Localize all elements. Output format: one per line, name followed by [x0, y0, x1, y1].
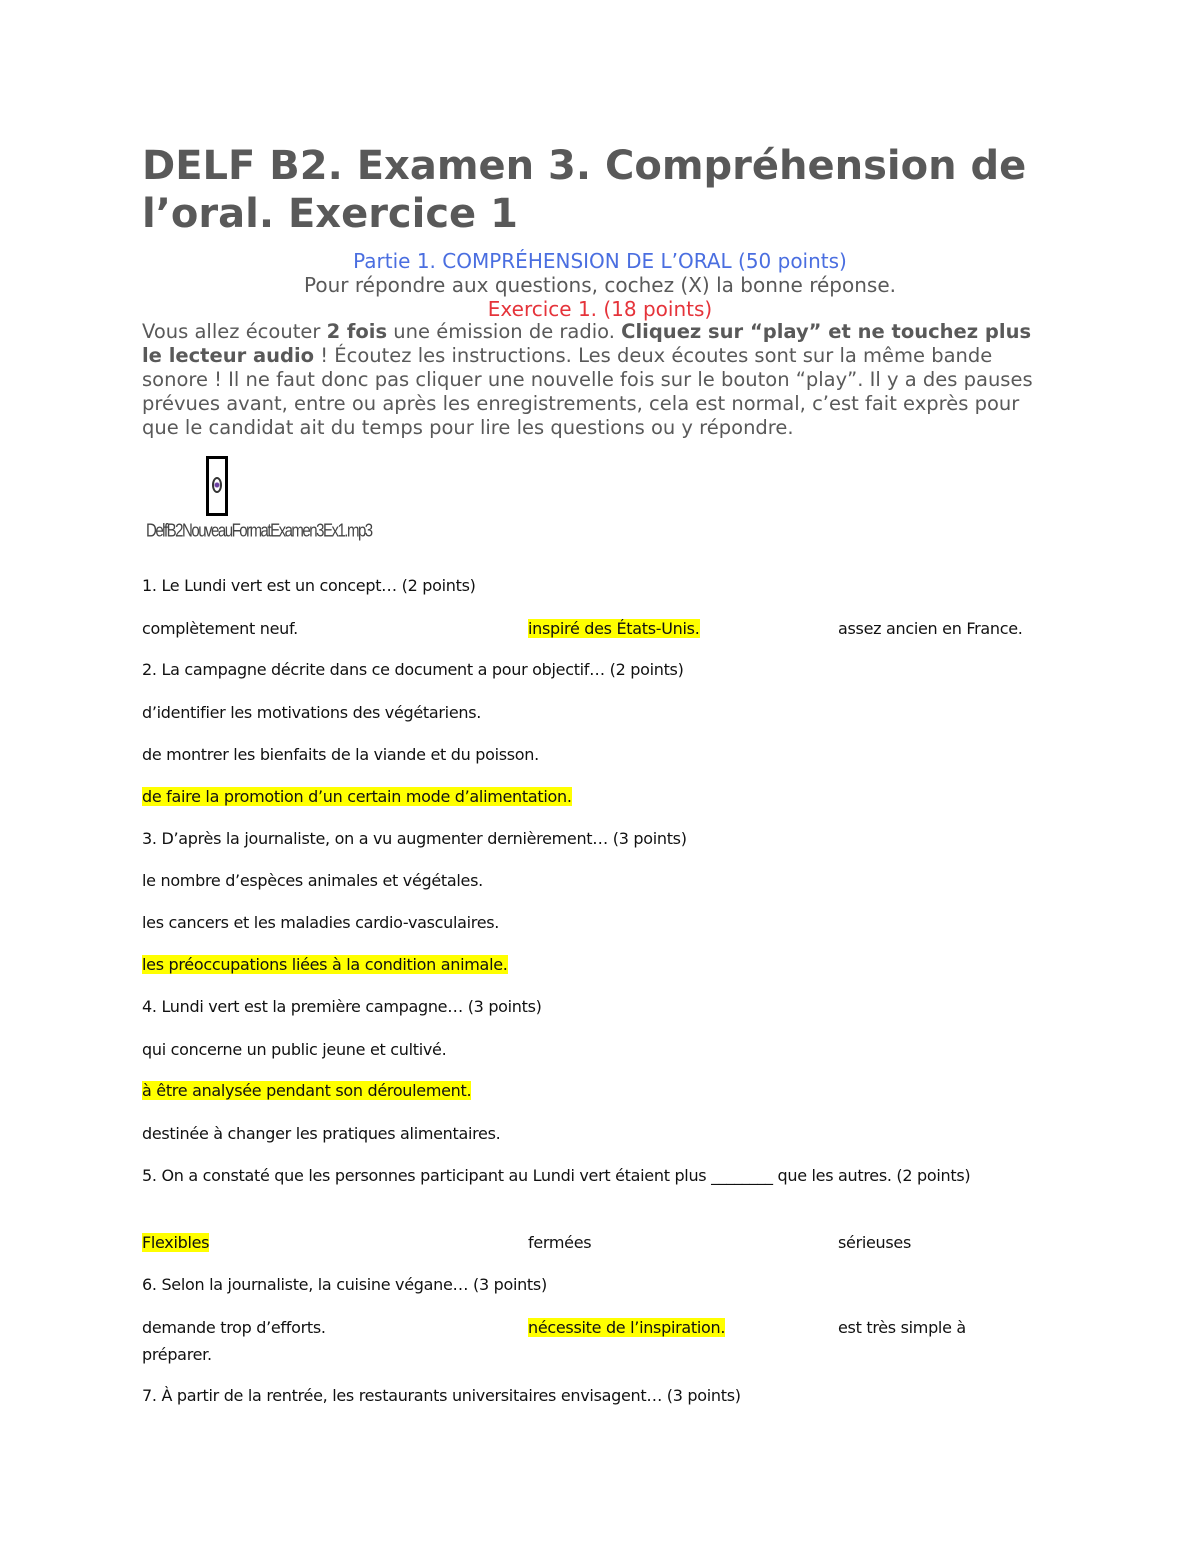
- q1-option-b-text[interactable]: inspiré des États-Unis.: [528, 619, 700, 638]
- q2-option-c-text[interactable]: de faire la promotion d’un certain mode d’alimentation.: [142, 787, 572, 806]
- q2-option-c: [142, 783, 572, 810]
- q4-option-b: [142, 1077, 471, 1104]
- q6-option-c-line2: préparer.: [142, 1345, 212, 1364]
- q6-option-c[interactable]: [838, 1314, 1008, 1341]
- q4-option-b-text[interactable]: à être analysée pendant son déroulement.: [142, 1081, 472, 1100]
- question-4: 4. Lundi vert est la première campagne… (3 points): [142, 997, 542, 1016]
- audio-disc-icon: [212, 477, 222, 493]
- question-3: 3. D’après la journaliste, on a vu augmenter dernièrement… (3 points): [142, 829, 687, 848]
- partie-heading: Partie 1. COMPRÉHENSION DE L’ORAL (50 points): [353, 249, 847, 273]
- exercise-heading: Exercice 1. (18 points): [487, 297, 713, 321]
- instructions-line: Pour répondre aux questions, cochez (X) la bonne réponse.: [304, 273, 896, 297]
- q3-option-a[interactable]: le nombre d’espèces animales et végétales.: [142, 871, 483, 890]
- audio-filename[interactable]: DelfB2NouveauFormatExamen3Ex1.mp3: [146, 520, 372, 542]
- q5-option-b[interactable]: fermées: [528, 1233, 592, 1252]
- intro-text-2: une émission de radio.: [387, 320, 622, 343]
- q1-option-b: [528, 615, 700, 642]
- question-7: 7. À partir de la rentrée, les restaurants universitaires envisagent… (3 points): [142, 1386, 741, 1405]
- page-title: DELF B2. Examen 3. Compréhension de l’oral. Exercice 1: [142, 143, 1027, 237]
- q4-option-a[interactable]: qui concerne un public jeune et cultivé.: [142, 1040, 447, 1059]
- q4-option-c[interactable]: destinée à changer les pratiques alimentaires.: [142, 1124, 501, 1143]
- q2-option-a[interactable]: d’identifier les motivations des végétariens.: [142, 703, 482, 722]
- q5-option-a: [142, 1229, 209, 1256]
- intro-bold-2: Cliquez sur “play” et ne touchez plus le lecteur audio: [142, 320, 1032, 367]
- intro-text-1: Vous allez écouter: [142, 320, 327, 343]
- q5-option-c[interactable]: sérieuses: [838, 1233, 912, 1252]
- q6-option-b: [528, 1314, 725, 1341]
- q5-option-a-text[interactable]: Flexibles: [142, 1233, 210, 1252]
- intro-paragraph: [142, 320, 1042, 440]
- intro-text-3: ! Écoutez les instructions. Les deux écoutes sont sur la même bande sonore ! Il ne faut donc pas cliquer une nouvelle fois sur le bouton “play”. Il y a des pauses prévues avant, entre ou après les enregistrements, cela est normal, c’est fait exprès pour que le candidat ait du temps pour lire les questions ou y répondre.: [142, 344, 1033, 439]
- question-2: 2. La campagne décrite dans ce document a pour objectif… (2 points): [142, 660, 684, 679]
- q6-option-c-line1: est très simple à: [838, 1318, 966, 1337]
- q3-option-b[interactable]: les cancers et les maladies cardio-vasculaires.: [142, 913, 500, 932]
- question-6: 6. Selon la journaliste, la cuisine végane… (3 points): [142, 1275, 547, 1294]
- q1-option-a[interactable]: complètement neuf.: [142, 619, 298, 638]
- q6-option-a[interactable]: demande trop d’efforts.: [142, 1318, 326, 1337]
- question-5: 5. On a constaté que les personnes participant au Lundi vert étaient plus ________ que les autres. (2 points): [142, 1166, 971, 1185]
- intro-bold-1: 2 fois: [326, 320, 388, 343]
- question-1: 1. Le Lundi vert est un concept… (2 points): [142, 576, 476, 595]
- q1-option-c[interactable]: assez ancien en France.: [838, 619, 1023, 638]
- q2-option-b[interactable]: de montrer les bienfaits de la viande et du poisson.: [142, 745, 539, 764]
- q6-option-b-text[interactable]: nécessite de l’inspiration.: [528, 1318, 726, 1337]
- q3-option-c: [142, 951, 508, 978]
- q3-option-c-text[interactable]: les préoccupations liées à la condition animale.: [142, 955, 508, 974]
- audio-file-icon[interactable]: [206, 456, 228, 516]
